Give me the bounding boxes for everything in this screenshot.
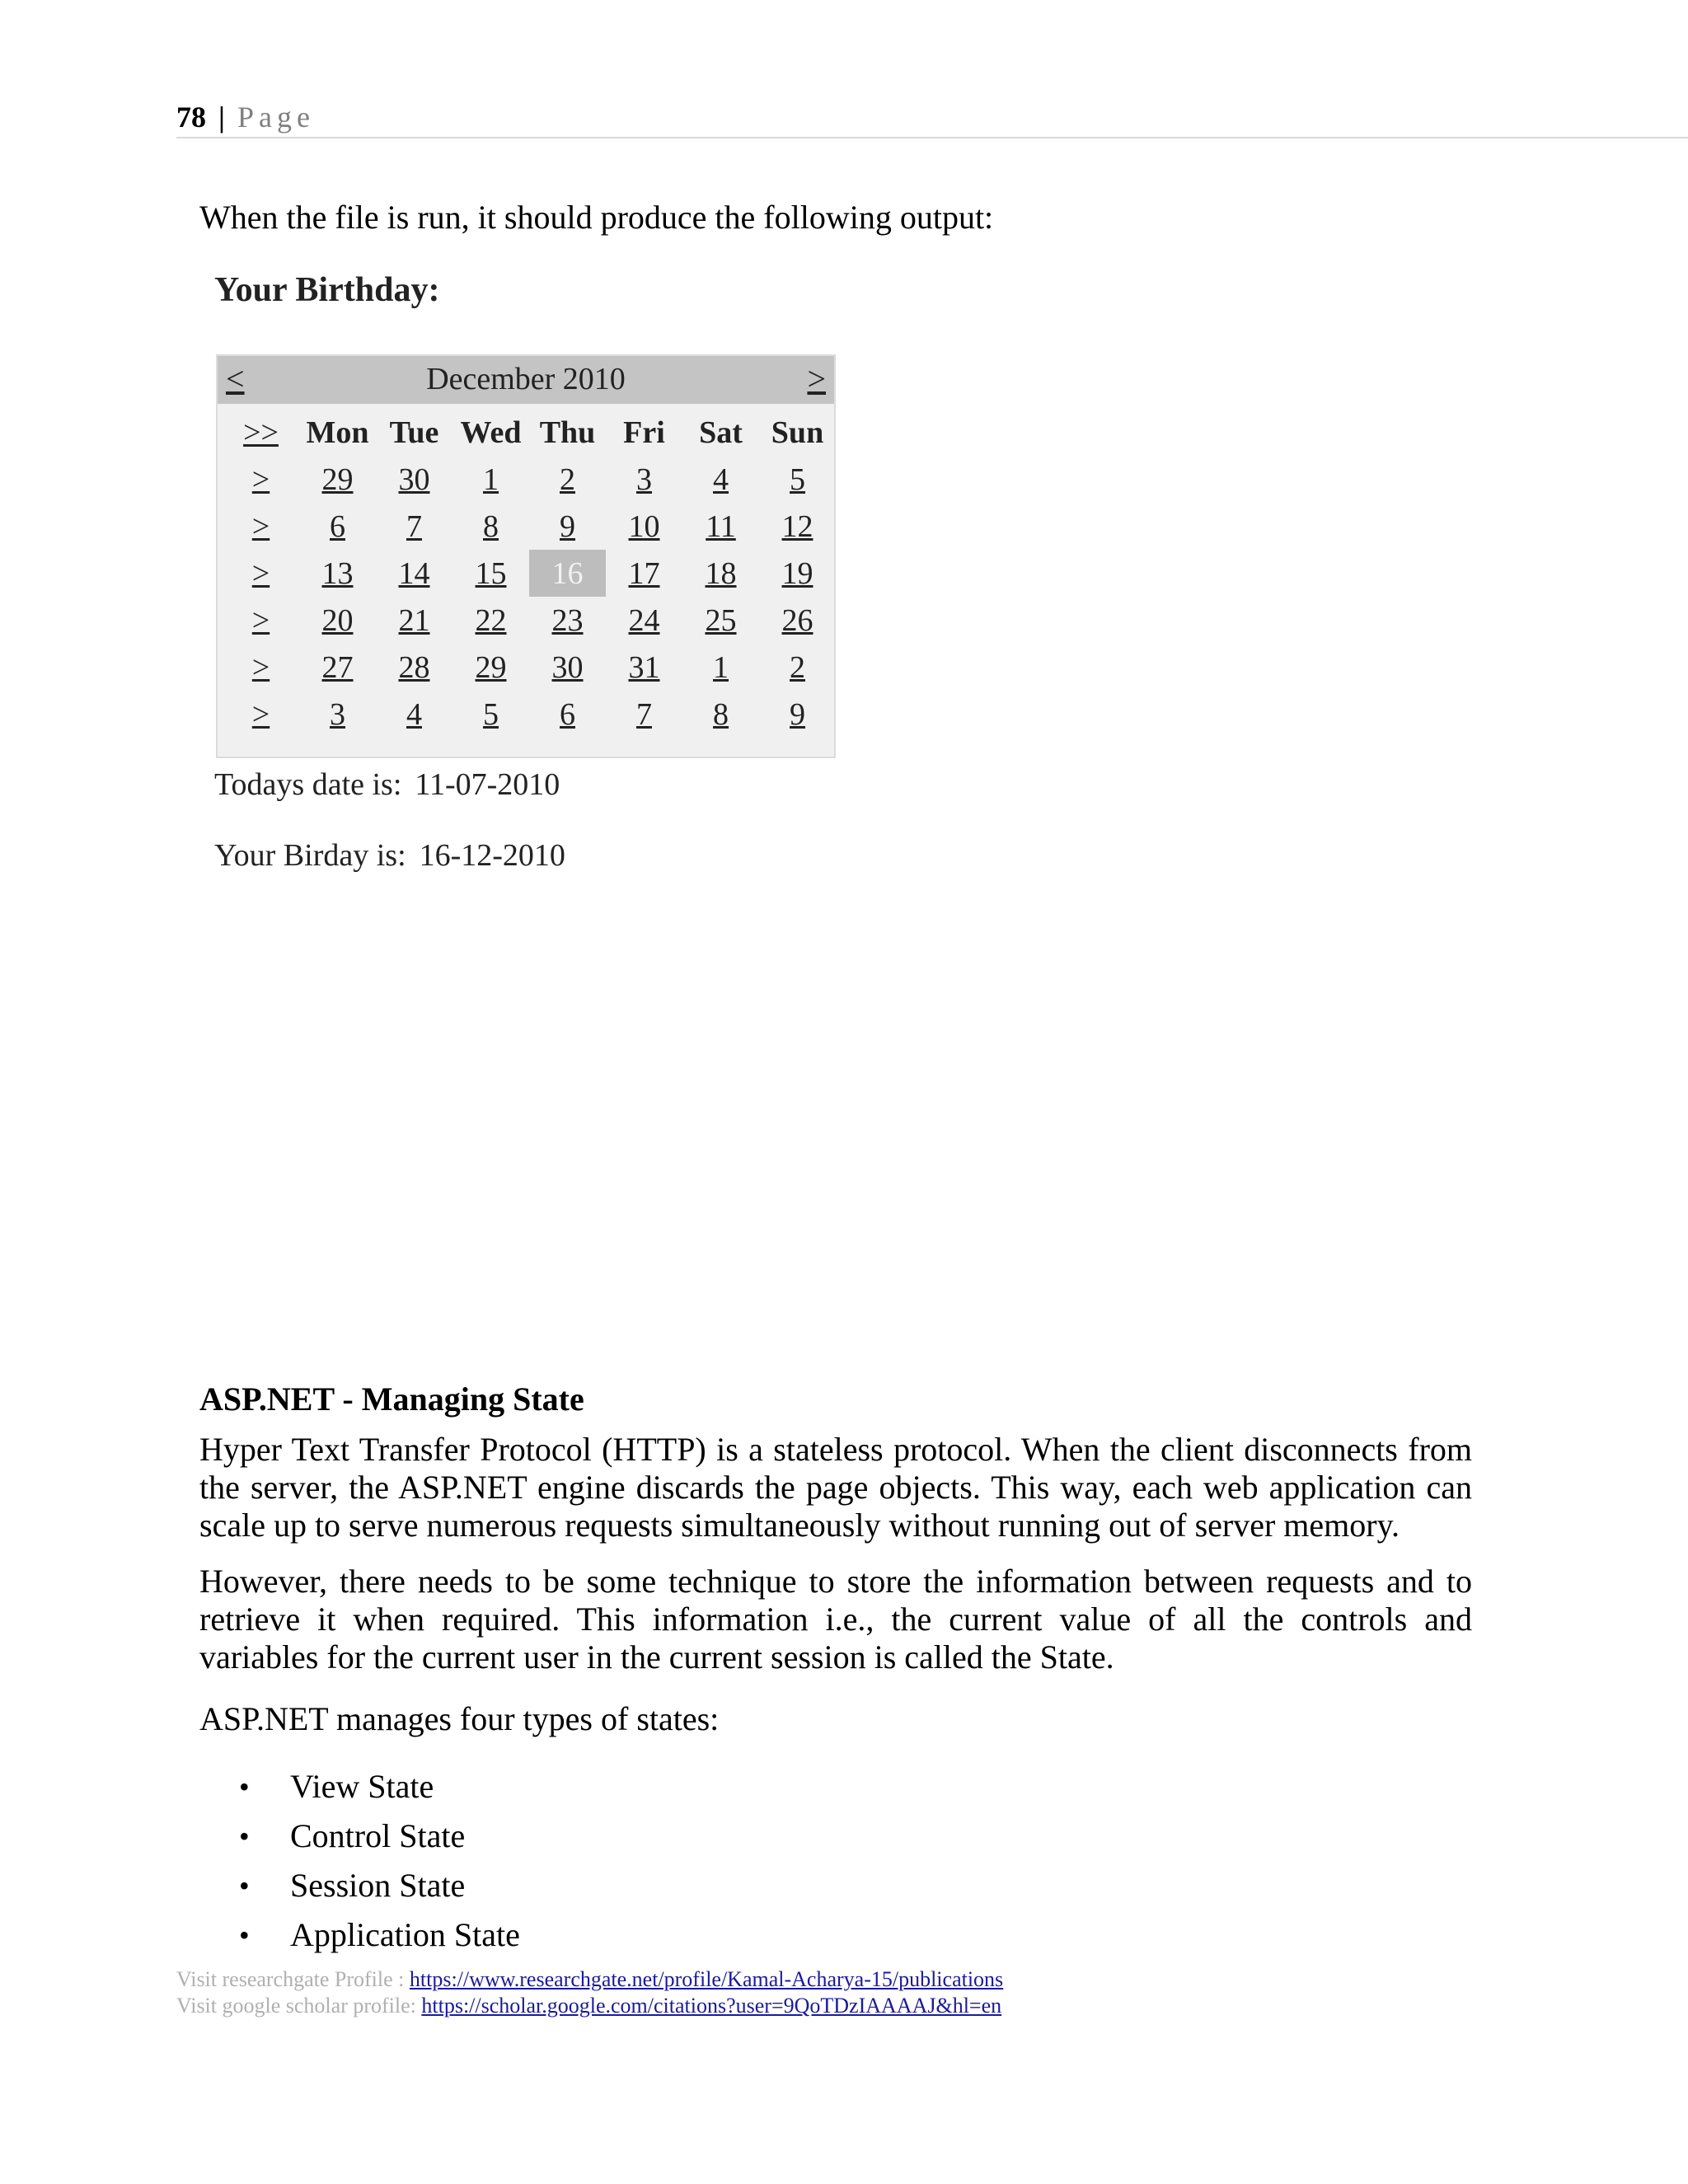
researchgate-link[interactable]: https://www.researchgate.net/profile/Kamal-Acharya-15/publications	[409, 1967, 1004, 1991]
list-item	[199, 1910, 520, 1960]
footer	[176, 1966, 1003, 2019]
intro-text: When the file is run, it should produce the following output:	[199, 199, 994, 236]
calendar-day[interactable]: 30	[398, 462, 430, 497]
list-item-label: Session State	[290, 1867, 466, 1904]
calendar-day[interactable]: 9	[790, 696, 805, 732]
paragraph-types: ASP.NET manages four types of states:	[199, 1700, 720, 1737]
calendar-day[interactable]: 3	[636, 462, 652, 497]
calendar-day[interactable]: 22	[475, 602, 507, 638]
birthday-heading: Your Birthday:	[214, 271, 440, 309]
calendar-day[interactable]: 14	[398, 555, 430, 591]
calendar-day[interactable]: 24	[628, 602, 660, 638]
calendar-month-title: December 2010	[426, 362, 626, 396]
bullet-icon: •	[239, 1770, 250, 1803]
bullet-icon: •	[239, 1919, 250, 1952]
calendar-week-row	[223, 597, 836, 644]
paragraph-state: However, there needs to be some technique to store the information between requests and to retrieve it when required. This information i.e., the current value of all the controls and variables for the current user in the current session is called the State.	[199, 1563, 1472, 1675]
list-item-label: Control State	[290, 1817, 466, 1854]
select-week-link[interactable]: >	[251, 555, 270, 591]
calendar-day[interactable]: 1	[713, 649, 729, 685]
calendar-day[interactable]: 8	[483, 509, 499, 544]
calendar-week-row	[223, 644, 836, 691]
page-word: Page	[237, 101, 315, 134]
calendar-day[interactable]: 21	[398, 602, 430, 638]
footer-scholar-line	[176, 1993, 1003, 2019]
weekday-header: Wed	[460, 415, 522, 450]
calendar-day[interactable]: 20	[321, 602, 354, 638]
page-number: 78	[176, 101, 206, 134]
select-week-link[interactable]: >	[251, 602, 270, 638]
calendar-week-row	[223, 691, 836, 738]
state-types-list	[199, 1762, 520, 1960]
calendar-day[interactable]: 25	[705, 602, 737, 638]
calendar-day[interactable]: 5	[483, 696, 499, 732]
select-week-link[interactable]: >	[251, 696, 270, 732]
calendar-day[interactable]: 31	[628, 649, 660, 685]
calendar-day[interactable]: 5	[790, 462, 805, 497]
scholar-label: Visit google scholar profile:	[176, 1994, 416, 2018]
next-month-link[interactable]: >	[807, 360, 826, 397]
calendar-grid	[223, 409, 836, 738]
calendar-day[interactable]: 2	[790, 649, 805, 685]
weekday-header: Sun	[771, 415, 824, 450]
calendar-day[interactable]: 29	[321, 462, 354, 497]
bullet-icon: •	[239, 1820, 250, 1853]
list-item-label: Application State	[290, 1916, 520, 1953]
weekday-header: Thu	[539, 415, 596, 450]
calendar-day[interactable]: 4	[713, 462, 729, 497]
paragraph-http: Hyper Text Transfer Protocol (HTTP) is a stateless protocol. When the client disconnects from the server, the ASP.NET engine discards the page objects. This way, each web application can scale up to serve numerous requests simultaneously without running out of server memory.	[199, 1431, 1472, 1544]
output-screenshot	[206, 264, 849, 898]
list-item	[199, 1762, 520, 1811]
todays-date-line	[214, 766, 560, 803]
todays-date-value: 11-07-2010	[415, 767, 560, 802]
calendar-week-row	[223, 456, 836, 503]
calendar-day[interactable]: 15	[475, 555, 507, 591]
scholar-link[interactable]: https://scholar.google.com/citations?user=9QoTDzIAAAAJ&hl=en	[421, 1994, 1002, 2018]
researchgate-label: Visit researchgate Profile :	[176, 1967, 405, 1991]
calendar-day[interactable]: 29	[475, 649, 507, 685]
select-week-link[interactable]: >	[251, 649, 270, 685]
calendar-day[interactable]: 6	[560, 696, 575, 732]
select-week-link[interactable]: >	[251, 509, 270, 544]
list-item	[199, 1811, 520, 1861]
calendar-day[interactable]: 9	[560, 509, 575, 544]
birthday-date-line	[214, 837, 565, 874]
calendar-day[interactable]: 23	[551, 602, 584, 638]
calendar-day[interactable]: 11	[706, 509, 736, 544]
list-item	[199, 1861, 520, 1910]
weekday-header: Fri	[623, 415, 665, 450]
calendar-day[interactable]: 30	[551, 649, 584, 685]
weekday-header: Tue	[389, 415, 439, 450]
calendar-day[interactable]: 28	[398, 649, 430, 685]
calendar-day[interactable]: 4	[406, 696, 422, 732]
calendar-day[interactable]: 2	[560, 462, 575, 497]
list-item-label: View State	[290, 1768, 434, 1805]
footer-researchgate-line	[176, 1966, 1003, 1993]
calendar-day[interactable]: 27	[321, 649, 354, 685]
weekday-header: Mon	[306, 415, 369, 450]
calendar-day[interactable]: 26	[781, 602, 814, 638]
calendar-day[interactable]: 7	[406, 509, 422, 544]
birthday-date-label: Your Birday is:	[214, 838, 406, 873]
calendar-day[interactable]: 3	[330, 696, 345, 732]
calendar-week-row	[223, 503, 836, 550]
calendar-day[interactable]: 1	[483, 462, 499, 497]
calendar-day-selected[interactable]: 16	[529, 550, 606, 597]
calendar-title-bar	[218, 356, 834, 404]
calendar-week-row	[223, 550, 836, 597]
calendar-day[interactable]: 6	[330, 509, 345, 544]
weekday-header: Sat	[699, 415, 743, 450]
todays-date-label: Todays date is:	[214, 767, 402, 802]
calendar-day[interactable]: 7	[636, 696, 652, 732]
select-month-link[interactable]: >>	[243, 415, 279, 450]
page-header	[176, 97, 1688, 138]
calendar-day[interactable]: 8	[713, 696, 729, 732]
calendar-day[interactable]: 13	[321, 555, 354, 591]
birthday-date-value: 16-12-2010	[419, 838, 565, 873]
section-heading: ASP.NET - Managing State	[199, 1380, 584, 1418]
calendar-day[interactable]: 19	[781, 555, 814, 591]
select-week-link[interactable]: >	[251, 462, 270, 497]
calendar-day[interactable]: 10	[628, 509, 660, 544]
bullet-icon: •	[239, 1869, 250, 1902]
calendar-weekday-row	[223, 409, 836, 456]
calendar-day[interactable]: 17	[628, 555, 660, 591]
prev-month-link[interactable]: <	[226, 360, 245, 397]
calendar	[216, 354, 836, 758]
page-separator: |	[218, 101, 225, 134]
calendar-day[interactable]: 18	[705, 555, 737, 591]
calendar-day[interactable]: 12	[781, 509, 814, 544]
